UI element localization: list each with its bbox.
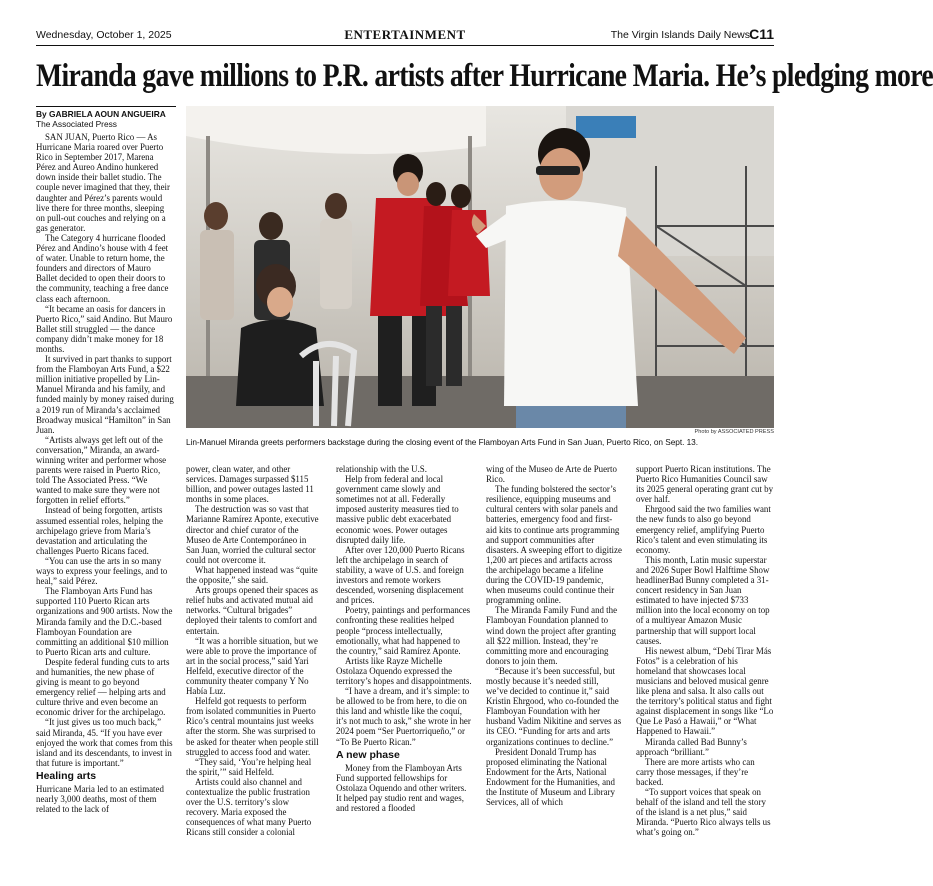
article-column-1 (36, 132, 174, 872)
article-paragraph: Despite federal funding cuts to arts and humanities, the new phase of giving is meant to go beyond emergency relief — helping arts and culture thrive and even become an economic driver for the archipelago. (36, 656, 170, 718)
photo-caption: Lin-Manuel Miranda greets performers backstage during the closing event of the Flamboyan Arts Fund in San Juan, Puerto Rico, on Sept. 13. (186, 437, 698, 447)
byline-author: By GABRIELA AOUN ANGUEIRA (36, 109, 166, 119)
article-paragraph: support Puerto Rican institutions. The Puerto Rico Humanities Council saw its 2025 general operating grant cut by over half. (636, 464, 774, 505)
article-paragraph: There are more artists who can carry those messages, if they’re backed. (636, 756, 755, 787)
article-paragraph: “To support voices that speak on behalf of the island and tell the story of the island is a net plus,” said Miranda. “Puerto Rico always tells us what’s going on.” (636, 787, 771, 838)
article-paragraph: “It was a horrible situation, but we were able to prove the importance of art in the social process,” said Yari Helfeld, executive director of the community theater company Y No Había Luz. (186, 635, 318, 697)
article-paragraph: Hurricane Maria led to an estimated nearly 3,000 deaths, most of them related to the lack of (36, 783, 164, 815)
article-paragraph: power, clean water, and other services. Damages surpassed $115 billion, and power outages lasted 11 months in some places. (186, 464, 314, 505)
article-paragraph: Instead of being forgotten, artists assumed essential roles, helping the archipelago grieve from Maria’s devastation and articulating the challenges Puerto Ricans faced. (36, 505, 163, 556)
article-column-4 (486, 464, 622, 872)
page-header (36, 26, 774, 46)
issue-date: Wednesday, October 1, 2025 (36, 29, 172, 41)
article-paragraph: relationship with the U.S. (336, 464, 427, 474)
byline (36, 106, 176, 129)
article-paragraph: “It just gives us too much back,” said Miranda, 45. “If you have ever enjoyed the work that comes from this island and its descendants, to invest in that future is important.” (36, 717, 173, 768)
article-paragraph: Poetry, paintings and performances confronting these realities helped people “process intellectually, emotionally, what had happened to the country,” said Ramírez Aponte. (336, 605, 471, 656)
article-paragraph: Help from federal and local government came slowly and sometimes not at all. Federally imposed austerity measures tied to massive public debt exacerbated economic woes. Power outages disrupted daily life. (336, 474, 459, 545)
article-paragraph: Arts groups opened their spaces as relief hubs and activated mutual aid networks. “Cultural brigades” deployed their talents to comfort and entertain. (186, 585, 318, 636)
section-name: ENTERTAINMENT (344, 27, 466, 42)
article-paragraph: The destruction was so vast that Marianne Ramírez Aponte, executive director and chief curator of the Museo de Arte Contemporáneo in San Juan, worried the cultural sector could not overcome it. (186, 504, 319, 565)
article-paragraph: This month, Latin music superstar and 2026 Super Bowl Halftime Show headlinerBad Bunny completed a 31-concert residency in San Juan estimated to have injected $733 million into the local economy on top of a multiyear Amazon Music partnership that will support local causes. (636, 554, 770, 646)
page-number: C11 (749, 26, 774, 42)
article-paragraph: “They said, ‘You’re helping heal the spirit,’” said Helfeld. (186, 756, 312, 777)
photo-credit: Photo by ASSOCIATED PRESS (694, 429, 774, 435)
article-paragraph: “Because it’s been successful, but mostly because it’s needed still, we’ve decided to continue it,” said Kristin Ehrgood, who co-founded the Flamboyan Foundation with her husband Vadim Nikitine and serves as its CEO. “Funding for arts and arts organizations continues to decline.” (486, 665, 622, 747)
article-paragraph: It survived in part thanks to support from the Flamboyan Arts Fund, a $22 million initiative propelled by Lin-Manuel Miranda and his family, and funded mainly by money raised during a 2019 run of Miranda’s acclaimed Broadway musical “Hamilton” in San Juan. (36, 354, 174, 435)
article-paragraph: The funding bolstered the sector’s resilience, equipping museums and cultural centers with solar panels and batteries, emergency food and first-aid kits to continue arts programming and support communities after disasters. A sweeping effort to digitize 1,200 art pieces and artifacts across the archipelago became a lifeline during the COVID-19 pandemic, when museums could continue their programming online. (486, 484, 622, 606)
article-paragraph: Helfeld got requests to perform from isolated communities in Puerto Rico’s central mountains just weeks after the storm. She was surprised to be asked for theater when people still struggled to access food and water. (186, 696, 319, 757)
article-paragraph: Artists like Rayze Michelle Ostolaza Oquendo expressed the territory’s hopes and disappointments. (336, 655, 472, 686)
article-paragraph: “Artists always get left out of the conversation,” Miranda, an award-winning writer and performer whose parents were raised in Puerto Rico, told The Associated Press. “We wanted to make sure they were not forgotten in relief efforts.” (36, 434, 167, 506)
article-paragraph: “I have a dream, and it’s simple: to be allowed to be from here, to die on this land and whistle like the coquí, it’s not much to ask,” she wrote in her 2024 poem “Ser Puertorriqueño,” or “To Be Puerto Rican.” (336, 686, 471, 747)
newspaper-name: The Virgin Islands Daily News (610, 29, 750, 41)
backstage-photo-illustration (186, 106, 774, 428)
article-photo (186, 106, 774, 428)
article-paragraph: After over 120,000 Puerto Ricans left the archipelago in search of stability, a wave of U.S. and foreign investors and remote workers descended, worsening displacement and prices. (336, 544, 465, 606)
article-column-5 (636, 464, 774, 872)
article-paragraph: The Category 4 hurricane flooded Pérez and Andino’s house with 4 feet of water. Unable to return home, the founders and directors of Mauro Ballet decided to open their doors to the community, teaching a free dance class each afternoon. (36, 232, 169, 304)
article-paragraph: Miranda called Bad Bunny’s approach “brilliant.” (636, 736, 747, 757)
article-paragraph: His newest album, “Debí Tirar Más Fotos” is a celebration of his homeland that showcases local musicians and beloved musical genre like plena and salsa. It also calls out the territory’s political status and fight against displacement in songs like “Lo Que Le Pasó a Hawaii,” or “What Happened to Hawaii.” (636, 645, 774, 737)
article-paragraph: Ehrgood said the two families want the new funds to also go beyond emergency relief, amplifying Puerto Rico’s talent and even stimulating its economy. (636, 504, 771, 555)
article-paragraph: “It became an oasis for dancers in Puerto Rico,” said Andino. But Mauro Ballet still struggled — the dance company didn’t make money for 18 months. (36, 303, 173, 354)
article-column-2 (186, 464, 320, 872)
article-column-3 (336, 464, 472, 872)
article-paragraph: The Miranda Family Fund and the Flamboyan Foundation planned to wind down the project after granting all $22 million. Instead, they’re committing more and encouraging donors to join them. (486, 605, 618, 666)
article-paragraph: Money from the Flamboyan Arts Fund supported fellowships for Ostolaza Oquendo and other writers. It helped pay studio rent and wages, and restored a flooded (336, 762, 467, 813)
byline-org: The Associated Press (36, 119, 117, 129)
article-headline: Miranda gave millions to P.R. artists after Hurricane Maria. He’s pledging more (36, 58, 933, 94)
section-subheading: A new phase (336, 748, 400, 761)
article-paragraph: What happened instead was “quite the opposite,” she said. (186, 564, 318, 586)
article-paragraph: The Flamboyan Arts Fund has supported 110 Puerto Rican arts organizations and 900 artists. Now the Miranda family and the D.C.-based Flamboyan Foundation are committing an additional $10 million to Puerto Rican arts and culture. (36, 586, 173, 657)
article-paragraph: SAN JUAN, Puerto Rico — As Hurricane Maria roared over Puerto Rico in September 2017, Marena Pérez and Aureo Andino hunkered down inside their ballet studio. The couple never imagined that they, their daughter and Pérez’s parents would live there for three months, sleeping on pull-out couches and relying on a gas generator. (36, 132, 170, 233)
article-paragraph: Artists could also channel and contextualize the public frustration over the U.S. territory’s slow recovery. Maria exposed the consequences of what many Puerto Ricans still consider a colonial (186, 776, 312, 838)
article-paragraph: wing of the Museo de Arte de Puerto Rico. (486, 464, 617, 485)
article-paragraph: President Donald Trump has proposed eliminating the National Endowment for the Arts, National Endowment for the Humanities, and the Institute of Museum and Library Services, all of which (486, 746, 615, 808)
section-subheading: Healing arts (36, 769, 97, 782)
article-paragraph: “You can use the arts in so many ways to express your feelings, and to heal,” said Pérez. (36, 555, 168, 587)
